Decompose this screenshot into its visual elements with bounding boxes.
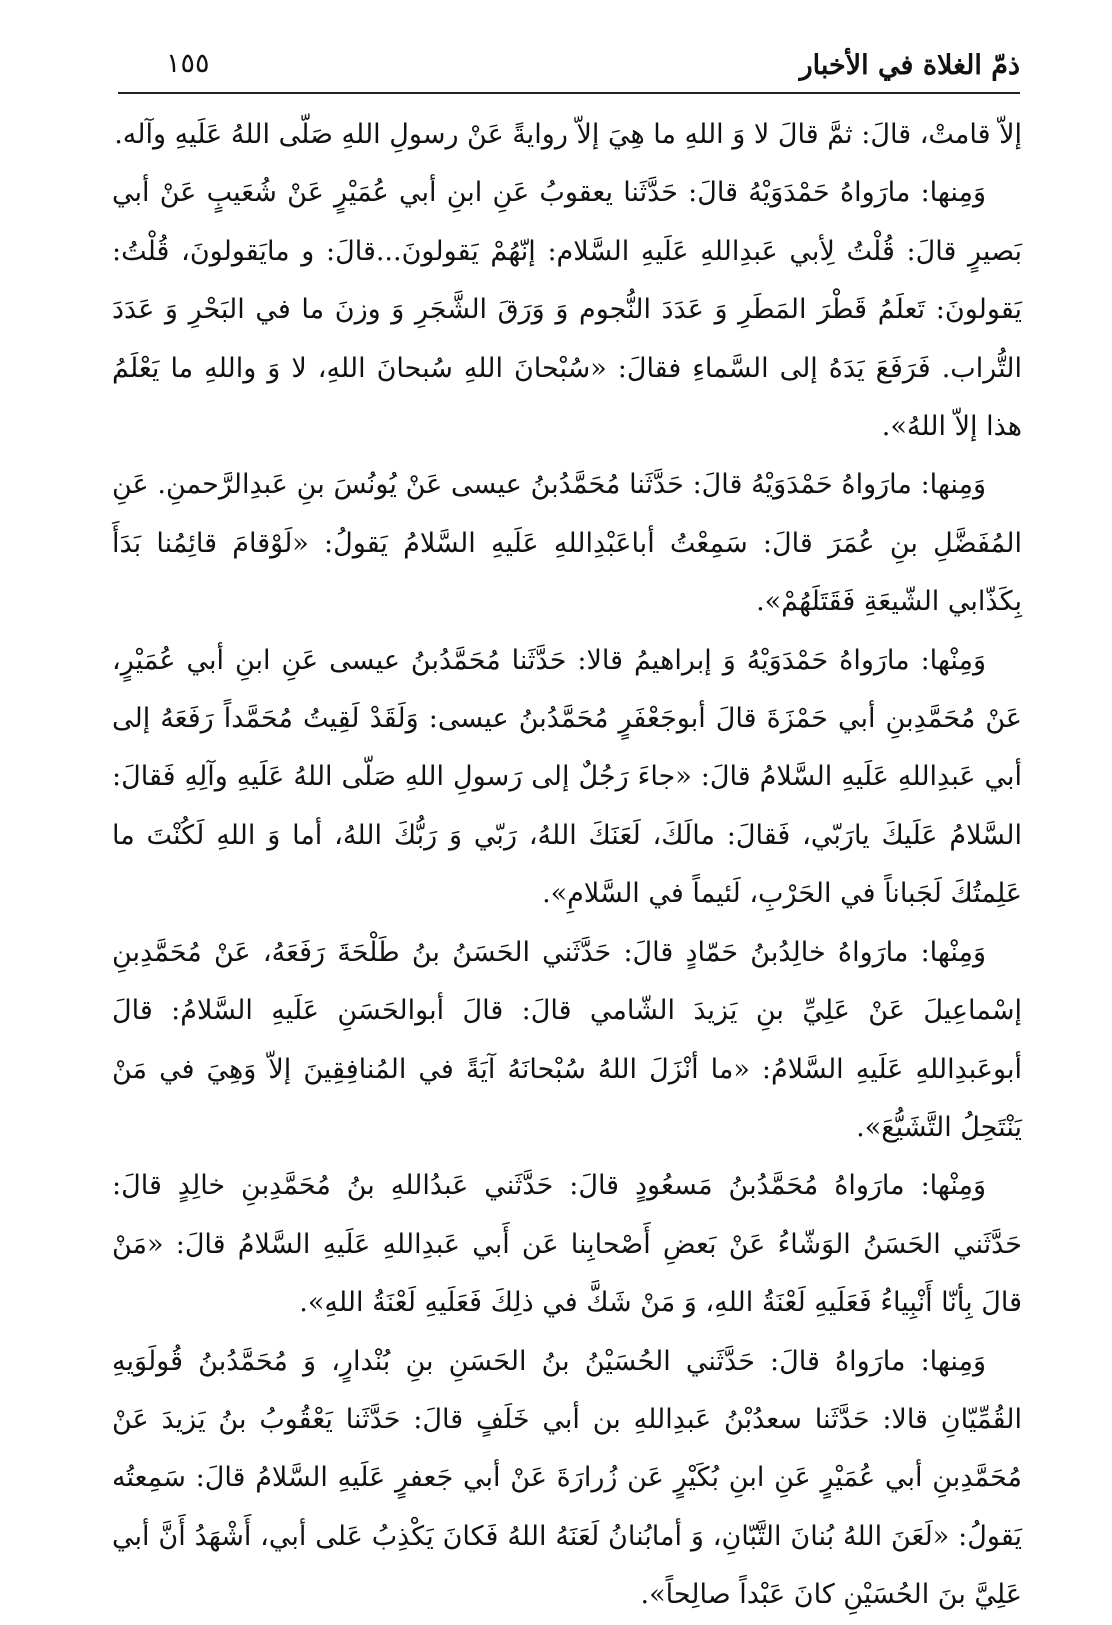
paragraph: إلاّ قامتْ، قالَ: ثمَّ قالَ لا وَ اللهِ ما هِيَ إلاّ روايةً عَنْ رسولِ اللهِ صَلّى اللهُ عَلَيهِ وآله. <box>114 119 1022 150</box>
page-header <box>118 40 1020 90</box>
running-title: ذمّ الغلاة في الأخبار <box>799 50 1020 81</box>
page-number: ١٥٥ <box>166 48 210 79</box>
paragraph: وَمِنها: مارَواهُ حَمْدَوَيْهُ قالَ: حَدَّثَنا يعقوبُ عَنِ ابنِ أبي عُمَيْرٍ عَنْ شُعَيبٍ عَنْ أبي بَصيرٍ قالَ: قُلْتُ لِأبي عَبدِاللهِ عَلَيهِ السَّلام: إنّهُمْ يَقولونَ...قالَ: و مايَقولونَ، قُلْتُ: يَقولونَ: تَعلَمُ قَطْرَ المَطَرِ وَ عَدَدَ النُّجوم وَ وَرَقَ الشَّجَرِ وَ وزنَ ما في البَحْرِ وَ عَدَدَ التُّراب. فَرَفَعَ يَدَهُ إلى السَّماءِ فقالَ: «سُبْحانَ اللهِ سُبحانَ اللهِ، لا وَ واللهِ ما يَعْلَمُ هذا إلاّ اللهُ». <box>112 177 1022 443</box>
paragraph: وَمِنْها: مارَواهُ خالِدُبنُ حَمّادٍ قالَ: حَدَّثَني الحَسَنُ بنُ طَلْحَةَ رَفَعَهُ، عَنْ مُحَمَّدِبنِ إسْماعِيلَ عَنْ عَلِيِّ بنِ يَزيدَ الشّامي قالَ: قالَ أبوالحَسَنِ عَلَيهِ السَّلامُ: قالَ أبوعَبدِاللهِ عَلَيهِ السَّلامُ: «ما أنْزَلَ اللهُ سُبْحانَهُ آيَةً في المُنافِقِينَ إلاّ وَهِيَ في مَنْ يَنْتَحِلُ التَّشَيُّعَ». <box>112 936 1022 1143</box>
paragraph: وَمِنها: مارَواهُ قالَ: حَدَّثَني الحُسَيْنُ بنُ الحَسَنِ بنِ بُنْدارٍ، وَ مُحَمَّدُبنُ قُولَوَيهِ القُمِّيّانِ قالا: حَدَّثَنا سعدُبْنُ عَبدِاللهِ بن أبي خَلَفٍ قالَ: حَدَّثَنا يَعْقُوبُ بنُ يَزيدَ عَنْ مُحَمَّدِبنِ أبي عُمَيْرٍ عَنِ ابنِ بُكَيْرٍ عَن زُرارَةَ عَنْ أبي جَعفرٍ عَلَيهِ السَّلامُ قالَ: سَمِعتُه يَقولُ: «لَعَنَ اللهُ بُنانَ التَّبّانِ، وَ أمابُنانُ لَعَنَهُ اللهُ فَكانَ يَكْذِبُ عَلى أبي، أَشْهَدُ أَنَّ أبي عَلِيَّ بنَ الحُسَيْنِ كانَ عَبْداً صالِحاً». <box>112 1345 1022 1611</box>
paragraph: وَمِنْها: مارَواهُ مُحَمَّدُبنُ مَسعُودٍ قالَ: حَدَّثَني عَبدُاللهِ بنُ مُحَمَّدِبنِ خالِدٍ قالَ: حَدَّثَني الحَسَنُ الوَشّاءُ عَنْ بَعضِ أَصْحابِنا عَن أَبي عَبدِاللهِ عَلَيهِ السَّلامُ قالَ: «مَنْ قالَ بِأنّا أَنْبِياءُ فَعَلَيهِ لَعْنَةُ اللهِ، وَ مَنْ شَكَّ في ذلِكَ فَعَلَيهِ لَعْنَةُ اللهِ». <box>112 1170 1022 1319</box>
paragraph: وَمِنها: مارَواهُ حَمْدَوَيْهُ قالَ: حَدَّثَنا مُحَمَّدُبنُ عيسى عَنْ يُونُسَ بنِ عَبدِالرَّحمنِ. عَنِ المُفَضَّلِ بنِ عُمَرَ قالَ: سَمِعْتُ أباعَبْدِاللهِ عَلَيهِ السَّلامُ يَقولُ: «لَوْقامَ قائِمُنا بَدَأَ بِكَذّابي الشّيعَةِ فَقَتَلَهُمْ». <box>112 469 1022 618</box>
paragraph: وَمِنْها: مارَواهُ حَمْدَوَيْهُ وَ إبراهيمُ قالا: حَدَّثَنا مُحَمَّدُبنُ عيسى عَنِ ابنِ أبي عُمَيْرٍ، عَنْ مُحَمَّدِبنِ أبي حَمْزَةَ قالَ أبوجَعْفَرٍ مُحَمَّدُبنُ عيسى: وَلَقَدْ لَقِيتُ مُحَمَّداً رَفَعَهُ إلى أبي عَبدِاللهِ عَلَيهِ السَّلامُ قالَ: «جاءَ رَجُلٌ إلى رَسولِ اللهِ صَلّى اللهُ عَلَيهِ وآلِهِ فَقالَ: السَّلامُ عَلَيكَ يارَبّي، فَقالَ: مالَكَ، لَعَنَكَ اللهُ، رَبّي وَ رَبُّكَ اللهُ، أما وَ اللهِ لَكُنْتَ ما عَلِمتُكَ لَجَباناً في الحَرْبِ، لَئيماً في السَّلامِ». <box>112 644 1022 910</box>
header-divider <box>118 92 1020 94</box>
page-body <box>112 106 1022 1625</box>
